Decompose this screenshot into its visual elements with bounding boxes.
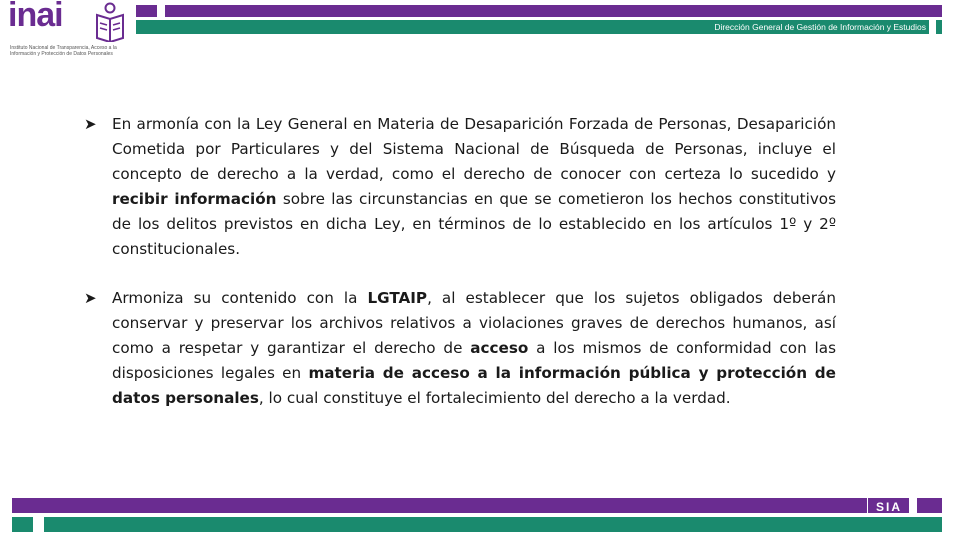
arrow-bullet-icon: ➤ [84, 289, 97, 307]
footer-bar-green-small [12, 517, 33, 532]
text-segment: , al establecer que los sujetos obligados deberán conservar y preservar los archivos relativos a violaciones graves de derechos humanos, así como a respetar y garantizar el derecho de [112, 289, 836, 357]
header-title: Dirección General de Gestión de Información y Estudios [714, 22, 926, 32]
bold-text-segment: acceso [470, 339, 529, 357]
header-bar-purple-long [165, 5, 942, 17]
bullet-item-2 [84, 286, 836, 411]
footer-label: SIA [876, 500, 903, 514]
footer-bar-green-long [44, 517, 942, 532]
bullet-text-1 [112, 112, 836, 262]
bold-text-segment: LGTAIP [367, 289, 428, 307]
bold-text-segment: materia de acceso a la información pública y protección de datos personales [112, 364, 836, 407]
logo-wordmark: inai [8, 0, 63, 34]
header-bar-green-small [936, 20, 942, 34]
text-segment: a los mismos de conformidad con las disposiciones legales en [112, 339, 836, 382]
main-content [84, 112, 836, 435]
inai-logo [8, 2, 126, 62]
book-person-icon [94, 2, 126, 42]
bullet-text-2 [112, 286, 836, 411]
bold-text-segment: recibir información [112, 190, 277, 208]
footer-bar-purple-long [12, 498, 867, 513]
header-bar-purple-small [136, 5, 157, 17]
text-segment: Armoniza su contenido con la [112, 289, 368, 307]
logo-tagline: Instituto Nacional de Transparencia, Acceso a la Información y Protección de Datos Personales [10, 45, 117, 57]
text-segment: sobre las circunstancias en que se cometieron los hechos constitutivos de los delitos previstos en dicha Ley, en términos de lo establecido en los artículos 1º y 2º constitucionales. [112, 190, 837, 258]
footer-bar-purple-small [917, 498, 942, 513]
bullet-item-1 [84, 112, 836, 262]
arrow-bullet-icon: ➤ [84, 115, 97, 133]
text-segment: , lo cual constituye el fortalecimiento del derecho a la verdad. [258, 389, 731, 407]
text-segment: En armonía con la Ley General en Materia de Desaparición Forzada de Personas, Desaparición Cometida por Particulares y del Sistema Nacional de Búsqueda de Personas, incluye el concepto de derecho a la verdad, como el derecho de conocer con certeza lo sucedido y [112, 115, 836, 183]
